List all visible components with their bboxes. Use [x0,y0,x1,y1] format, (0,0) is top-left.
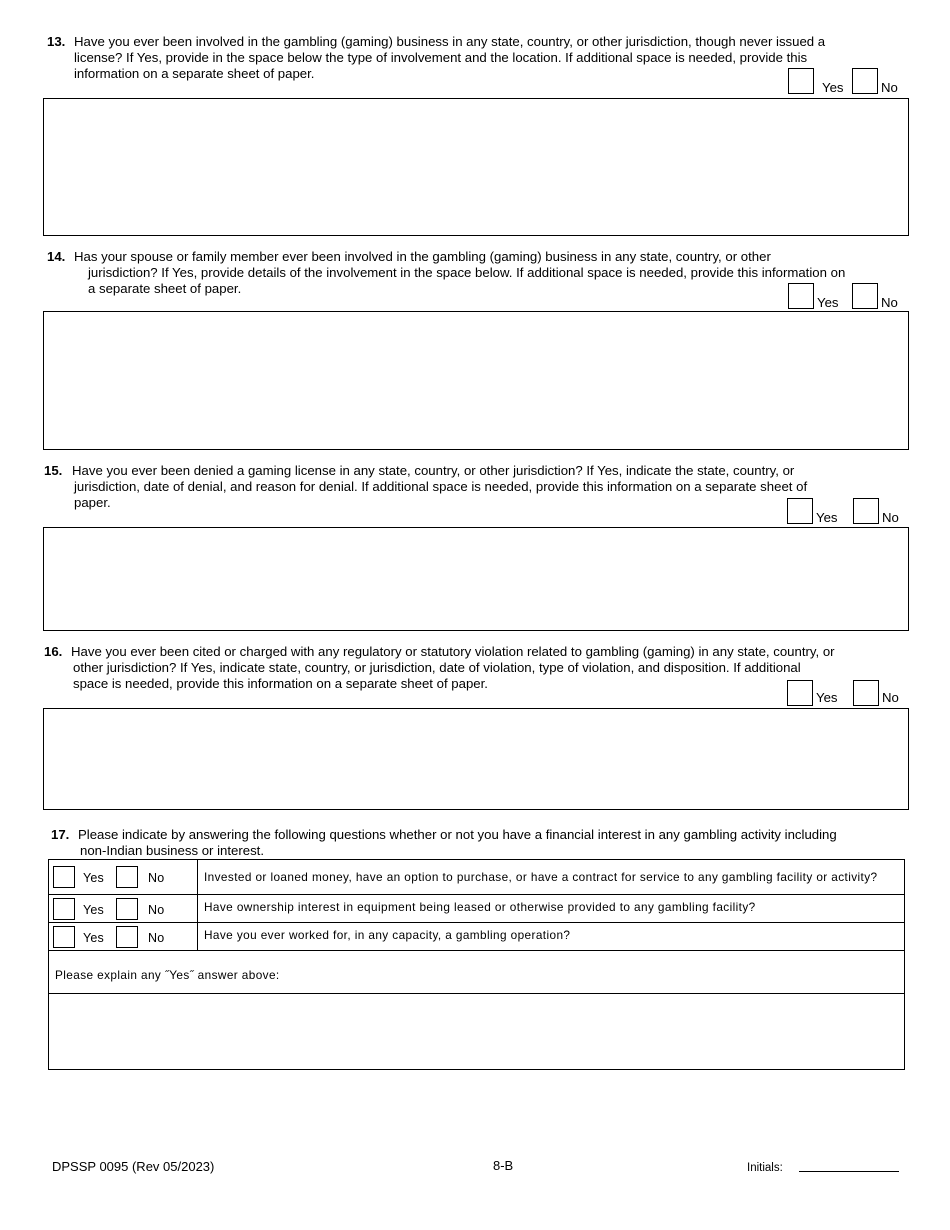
q13-answer-box[interactable] [43,98,909,236]
initials-line[interactable] [799,1171,899,1172]
row1-yes-label: Yes [83,871,104,885]
question-16-line-1: Have you ever been cited or charged with any regulatory or statutory violation related to gambling (gaming) in any state, country, or [71,644,835,659]
table-row [49,895,905,923]
row3-no-label: No [148,931,165,945]
q14-yes-label: Yes [817,295,839,310]
question-13-line-1: Have you ever been involved in the gambling (gaming) business in any state, country, or other jurisdiction, though never issued a [74,34,826,49]
question-16-line-2: other jurisdiction? If Yes, indicate state, country, or jurisdiction, date of violation, type of violation, and disposition. If additional [73,659,801,675]
q16-no-label: No [882,690,899,705]
q15-no-checkbox[interactable] [853,498,879,524]
row2-no-label: No [148,903,165,917]
q16-yes-checkbox[interactable] [787,680,813,706]
table-row [49,860,905,895]
question-15 [44,463,907,511]
question-16-line-3: space is needed, provide this information on a separate sheet of paper. [73,675,488,691]
row3-question: Have you ever worked for, in any capacity, a gambling operation? [198,923,905,951]
question-17 [51,827,907,859]
page-number: 8-B [493,1158,514,1173]
row3-yes-label: Yes [83,931,104,945]
question-16-text [71,644,907,691]
row1-no-checkbox[interactable] [116,866,138,888]
yes-no-cell [49,860,198,895]
row1-yes-checkbox[interactable] [53,866,75,888]
question-17-text [78,827,907,859]
form-id: DPSSP 0095 (Rev 05/2023) [52,1159,215,1174]
question-13-line-3: information on a separate sheet of paper. [74,65,315,81]
question-14-text [74,249,907,296]
row2-yes-label: Yes [83,903,104,917]
question-14-number: 14. [47,249,66,264]
question-13 [47,34,907,82]
row2-question: Have ownership interest in equipment being leased or otherwise provided to any gambling facility? [198,895,905,923]
table-row [49,951,905,994]
q14-answer-box[interactable] [43,311,909,450]
explain-label: Please explain any ˝Yes˝ answer above: [49,951,905,994]
question-15-number: 15. [44,463,63,478]
q14-no-label: No [881,295,898,310]
yes-no-cell [49,895,198,923]
row2-no-checkbox[interactable] [116,898,138,920]
q13-yes-label: Yes [822,80,844,95]
yes-no-cell [49,923,198,951]
question-16-number: 16. [44,644,63,659]
q14-yes-checkbox[interactable] [788,283,814,309]
financial-interest-table [48,859,905,1070]
question-15-line-2: jurisdiction, date of denial, and reason for denial. If additional space is needed, provide this information on a separate sheet of [74,478,808,494]
row1-no-label: No [148,871,165,885]
q14-no-checkbox[interactable] [852,283,878,309]
q15-yes-checkbox[interactable] [787,498,813,524]
explain-answer-box[interactable] [49,994,905,1070]
q13-no-checkbox[interactable] [852,68,878,94]
question-14-line-3: a separate sheet of paper. [88,280,242,296]
question-14-line-1: Has your spouse or family member ever been involved in the gambling (gaming) business in any state, country, or other [74,249,771,264]
table-row [49,923,905,951]
q16-no-checkbox[interactable] [853,680,879,706]
question-14 [47,249,907,297]
question-17-line-1: Please indicate by answering the following questions whether or not you have a financial interest in any gambling activity including [78,827,837,842]
question-13-line-2: license? If Yes, provide in the space below the type of involvement and the location. If additional space is needed, provide this [74,49,808,65]
q15-no-label: No [882,510,899,525]
question-16 [44,644,907,692]
question-15-line-1: Have you ever been denied a gaming license in any state, country, or other jurisdiction? If Yes, indicate the state, country, or [72,463,795,478]
question-15-text [72,463,907,510]
row3-no-checkbox[interactable] [116,926,138,948]
question-15-line-3: paper. [74,494,111,510]
question-17-number: 17. [51,827,70,842]
row1-question: Invested or loaned money, have an option to purchase, or have a contract for service to any gambling facility or activity? [198,860,905,895]
q15-yes-label: Yes [816,510,838,525]
question-13-text [74,34,907,81]
question-13-number: 13. [47,34,66,49]
row3-yes-checkbox[interactable] [53,926,75,948]
q15-answer-box[interactable] [43,527,909,631]
initials-label: Initials: [747,1162,783,1174]
q13-yes-checkbox[interactable] [788,68,814,94]
q16-answer-box[interactable] [43,708,909,810]
table-row [49,994,905,1070]
question-14-line-2: jurisdiction? If Yes, provide details of the involvement in the space below. If additional space is needed, provide this information on [88,264,846,280]
question-17-line-2: non-Indian business or interest. [80,842,265,858]
q13-no-label: No [881,80,898,95]
q16-yes-label: Yes [816,690,838,705]
row2-yes-checkbox[interactable] [53,898,75,920]
